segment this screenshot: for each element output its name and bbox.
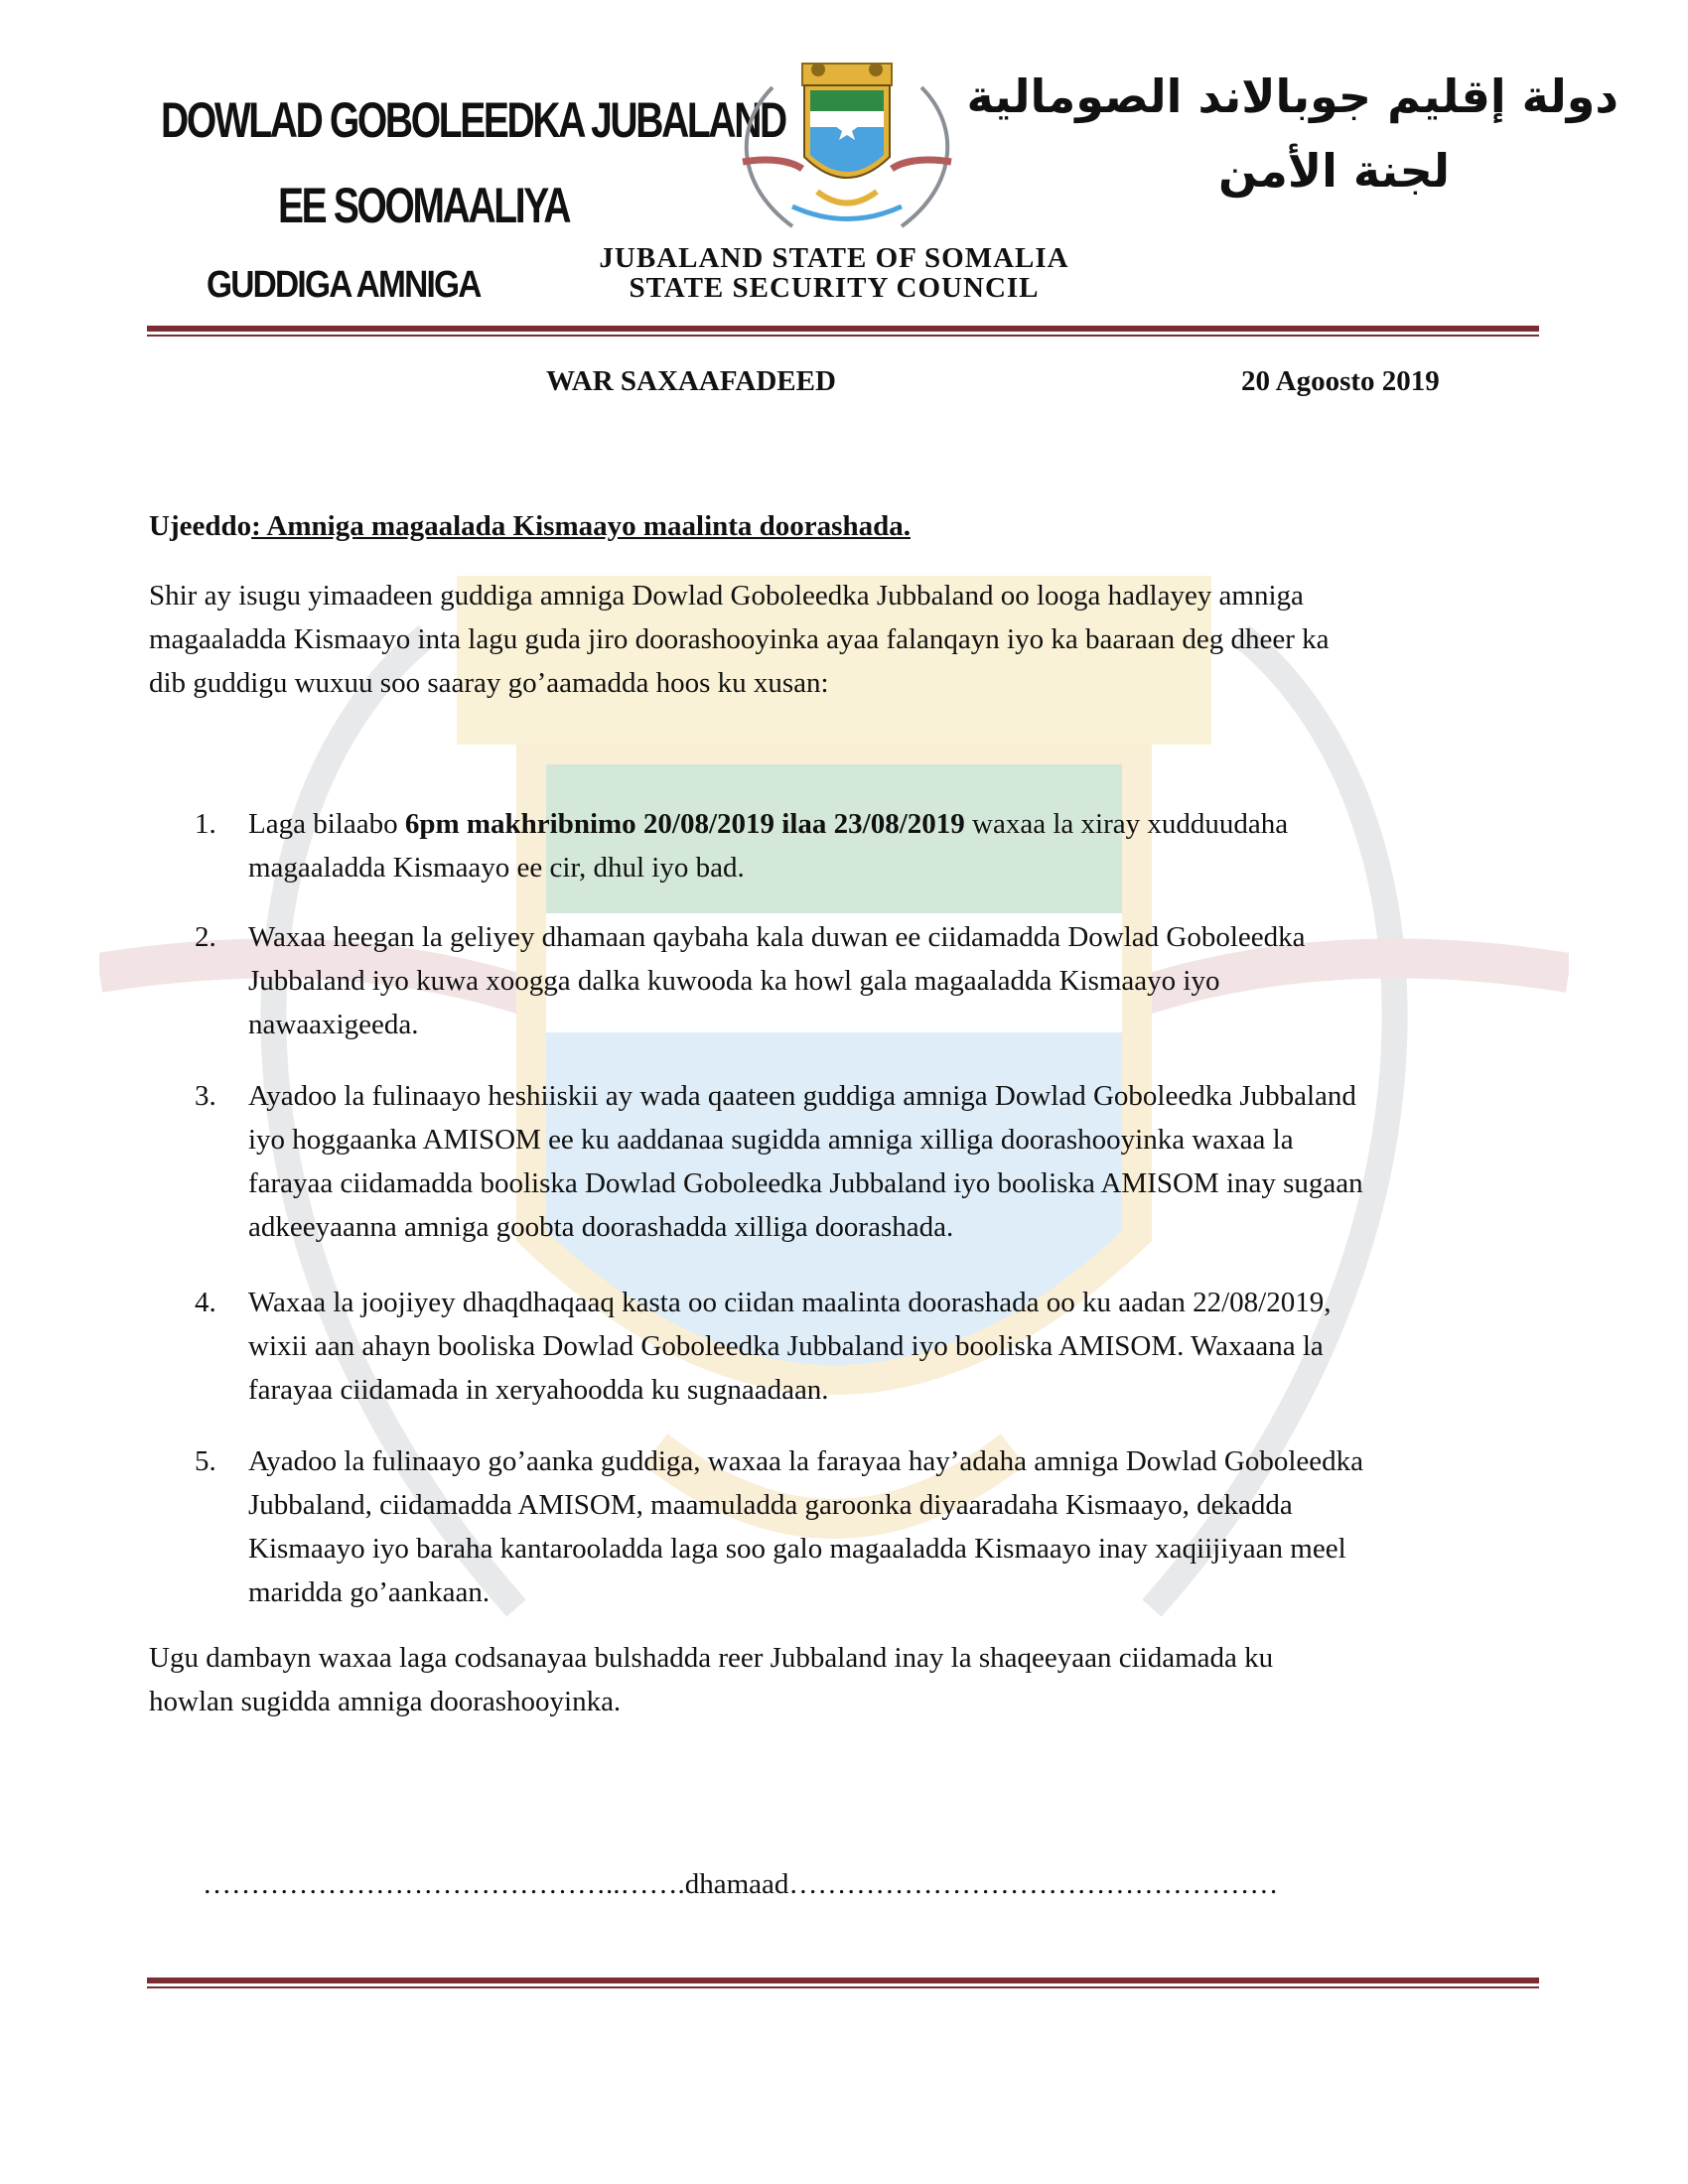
- list-item-number: 2.: [195, 921, 216, 953]
- document-title: WAR SAXAAFADEED: [546, 365, 836, 397]
- list-item-number: 1.: [195, 808, 216, 840]
- closing-paragraph: [149, 1636, 1549, 1723]
- item-text-bold: 6pm makhribnimo 20/08/2019 ilaa 23/08/2019: [404, 808, 965, 840]
- item-line: Waxaa la joojiyey dhaqdhaqaaq kasta oo ciidan maalinta doorashada oo ku aadan 22/08/2019,: [248, 1287, 1332, 1318]
- item-line: Ayadoo la fulinaayo go’aanka guddiga, waxaa la farayaa hay’adaha amniga Dowlad Goboleedka: [248, 1445, 1364, 1477]
- letterhead-somali-line3: GUDDIGA AMNIGA: [207, 264, 481, 306]
- item-text: waxaa la xiray xudduudaha: [964, 808, 1289, 840]
- item-text: Laga bilaabo: [248, 808, 405, 840]
- intro-line: Shir ay isugu yimaadeen guddiga amniga Dowlad Goboleedka Jubbaland oo looga hadlayey amniga: [149, 580, 1304, 612]
- closing-line: howlan sugidda amniga doorashooyinka.: [149, 1686, 622, 1717]
- subject-text: : Amniga magaalada Kismaayo maalinta doorashada.: [251, 510, 911, 542]
- intro-paragraph: [149, 574, 1549, 705]
- letterhead-english-line1: JUBALAND STATE OF SOMALIA: [599, 242, 1069, 274]
- document-date: 20 Agoosto 2019: [1241, 365, 1440, 397]
- item-line: Jubbaland, ciidamadda AMISOM, maamuladda garoonka diyaaradaha Kismaayo, dekadda: [248, 1489, 1293, 1521]
- item-line: farayaa ciidamada in xeryahoodda ku sugnaadaan.: [248, 1374, 829, 1406]
- letterhead-arabic-line2: لجنة الأمن: [1217, 144, 1450, 198]
- letterhead-english-line2: STATE SECURITY COUNCIL: [629, 272, 1040, 304]
- item-line: Kismaayo iyo baraha kantarooladda laga soo galo magaaladda Kismaayo inay xaqiijiyaan meel: [248, 1533, 1346, 1565]
- letterhead-somali-line2: EE SOOMAALIYA: [278, 178, 570, 233]
- item-line: adkeeyaanna amniga goobta doorashadda xilliga doorashada.: [248, 1211, 954, 1243]
- item-line: maridda go’aankaan.: [248, 1576, 491, 1608]
- letterhead-arabic-line1: دولة إقليم جوبالاند الصومالية: [966, 69, 1618, 123]
- item-line: magaaladda Kismaayo ee cir, dhul iyo bad.: [248, 852, 745, 884]
- list-item-number: 3.: [195, 1080, 216, 1112]
- end-marker: ……………………………………..…….dhamaad……………………………………………: [203, 1868, 1279, 1900]
- item-line: Jubbaland iyo kuwa xoogga dalka kuwooda ka howl gala magaaladda Kismaayo iyo: [248, 965, 1220, 997]
- closing-line: Ugu dambayn waxaa laga codsanayaa bulshadda reer Jubbaland inay la shaqeeyaan ciidamada ku: [149, 1642, 1274, 1674]
- item-line: Ayadoo la fulinaayo heshiiskii ay wada qaateen guddiga amniga Dowlad Goboleedka Jubbaland: [248, 1080, 1356, 1112]
- item-line: Waxaa heegan la geliyey dhamaan qaybaha kala duwan ee ciidamadda Dowlad Goboleedka: [248, 921, 1306, 953]
- list-item-number: 4.: [195, 1287, 216, 1318]
- footer-divider: [147, 1978, 1539, 1988]
- jubaland-emblem-icon: [733, 58, 961, 236]
- list-item-number: 5.: [195, 1445, 216, 1477]
- item-line: wixii aan ahayn booliska Dowlad Goboleedka Jubbaland iyo booliska AMISOM. Waxaana la: [248, 1330, 1324, 1362]
- intro-line: dib guddigu wuxuu soo saaray go’aamadda hoos ku xusan:: [149, 667, 829, 699]
- subject-line: [149, 504, 911, 548]
- intro-line: magaaladda Kismaayo inta lagu guda jiro doorashooyinka ayaa falanqayn iyo ka baaraan deg dheer ka: [149, 623, 1330, 655]
- letterhead-somali-line1: DOWLAD GOBOLEEDKA JUBALAND: [161, 92, 785, 148]
- item-line: nawaaxigeeda.: [248, 1009, 419, 1040]
- subject-prefix: Ujeeddo: [149, 510, 252, 542]
- header-divider: [147, 326, 1539, 337]
- item-line: iyo hoggaanka AMISOM ee ku aaddanaa sugidda amniga xilliga doorashooyinka waxaa la: [248, 1124, 1294, 1156]
- item-line: farayaa ciidamadda booliska Dowlad Goboleedka Jubbaland iyo booliska AMISOM inay sugaan: [248, 1167, 1363, 1199]
